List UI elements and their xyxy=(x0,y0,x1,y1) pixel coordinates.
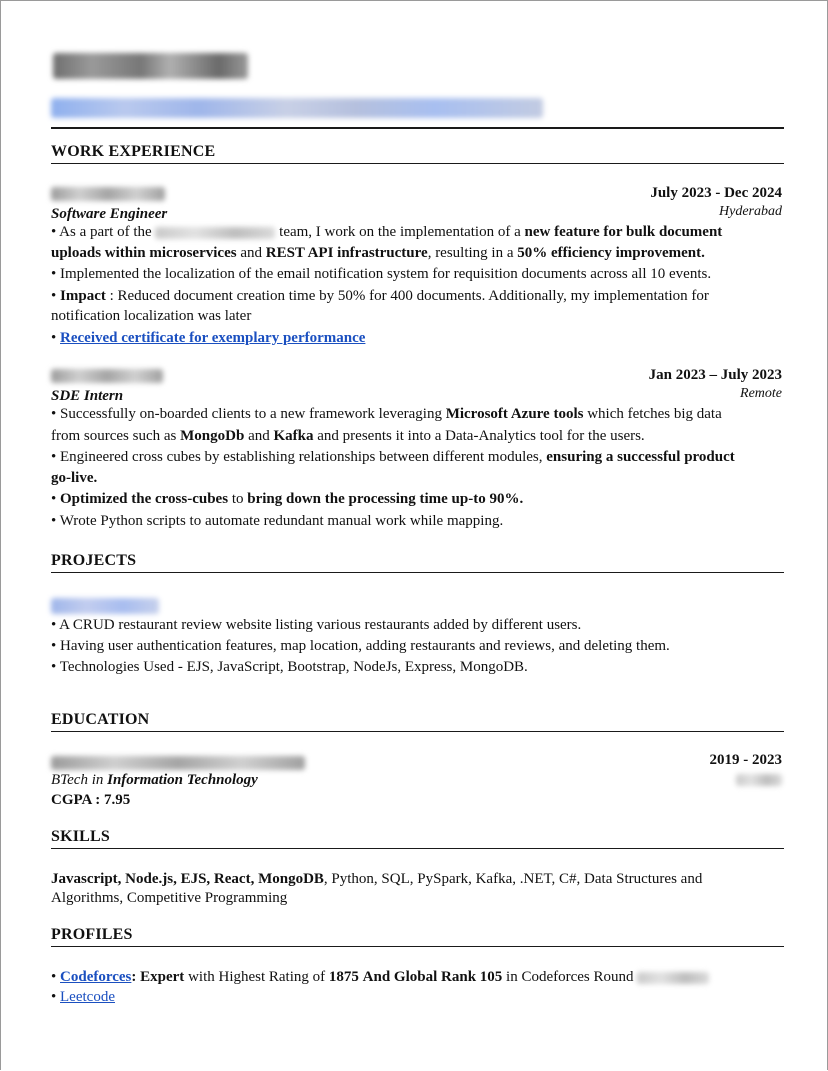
job2-bullet-1-cont: from sources such as MongoDb and Kafka and presents it into a Data-Analytics tool for the users. xyxy=(51,428,645,444)
section-title-projects: PROJECTS xyxy=(51,552,784,573)
certificate-link[interactable]: Received certificate for exemplary performance xyxy=(60,330,366,346)
job1-dates: July 2023 - Dec 2024 xyxy=(650,185,782,201)
codeforces-link[interactable]: Codeforces xyxy=(60,969,132,985)
redacted-company-name xyxy=(51,187,165,201)
job2-dates: Jan 2023 – July 2023 xyxy=(648,367,782,383)
job2-bullet-2: • Engineered cross cubes by establishing relationships between different modules, ensuring a successful product xyxy=(51,449,735,465)
redacted-location xyxy=(736,774,782,786)
education-cgpa: CGPA : 7.95 xyxy=(51,792,131,808)
job1-bullet-2: • Implemented the localization of the email notification system for requisition documents across all 10 events. xyxy=(51,266,712,282)
redacted-institution-name xyxy=(51,756,305,770)
education-degree: BTech in Information Technology xyxy=(51,772,258,788)
project-bullet-3: • Technologies Used - EJS, JavaScript, Bootstrap, NodeJs, Express, MongoDB. xyxy=(51,659,528,675)
project-bullet-1: • A CRUD restaurant review website listing various restaurants added by different users. xyxy=(51,617,582,633)
job2-bullet-1: • Successfully on-boarded clients to a new framework leveraging Microsoft Azure tools which fetches big data xyxy=(51,406,722,422)
job1-role: Software Engineer xyxy=(51,206,168,222)
redacted-team-name xyxy=(155,227,275,239)
section-title-work-experience: WORK EXPERIENCE xyxy=(51,143,784,164)
job1-bullet-1-cont: uploads within microservices and REST API infrastructure, resulting in a 50% efficiency improvement. xyxy=(51,245,705,261)
leetcode-link[interactable]: Leetcode xyxy=(60,989,115,1005)
job2-role: SDE Intern xyxy=(51,388,124,404)
redacted-contact-links[interactable] xyxy=(51,98,543,118)
redacted-project-link[interactable] xyxy=(51,598,159,614)
education-location xyxy=(736,771,782,788)
job2-location: Remote xyxy=(740,386,782,401)
skills-line-2: Algorithms, Competitive Programming xyxy=(51,890,288,906)
job1-bullet-3-cont: notification localization was later xyxy=(51,308,252,324)
redacted-name xyxy=(53,53,248,79)
section-title-profiles: PROFILES xyxy=(51,926,784,947)
profile-leetcode: • Leetcode xyxy=(51,989,115,1005)
section-title-skills: SKILLS xyxy=(51,828,784,849)
job1-bullet-4: • Received certificate for exemplary performance xyxy=(51,330,366,346)
project-bullet-2: • Having user authentication features, map location, adding restaurants and reviews, and deleting them. xyxy=(51,638,670,654)
project-name[interactable] xyxy=(51,595,786,616)
redacted-company-name xyxy=(51,369,163,383)
job1-location: Hyderabad xyxy=(719,204,782,219)
profile-codeforces: • Codeforces: Expert with Highest Rating of 1875 And Global Rank 105 in Codeforces Round xyxy=(51,967,786,988)
redacted-round-number xyxy=(637,972,709,984)
section-title-education: EDUCATION xyxy=(51,711,784,732)
skills-line-1: Javascript, Node.js, EJS, React, MongoDB, Python, SQL, PySpark, Kafka, .NET, C#, Data Structures and xyxy=(51,871,703,887)
job2-bullet-4: • Wrote Python scripts to automate redundant manual work while mapping. xyxy=(51,513,504,529)
job2-bullet-2-cont: go-live. xyxy=(51,470,98,486)
header-divider xyxy=(51,127,784,129)
job2-bullet-3: • Optimized the cross-cubes to bring down the processing time up-to 90%. xyxy=(51,491,524,507)
education-dates: 2019 - 2023 xyxy=(709,752,782,768)
job1-bullet-3: • Impact : Reduced document creation time by 50% for 400 documents. Additionally, my implementation for xyxy=(51,288,709,304)
job1-bullet-1: • As a part of the team, I work on the implementation of a new feature for bulk document xyxy=(51,224,723,240)
